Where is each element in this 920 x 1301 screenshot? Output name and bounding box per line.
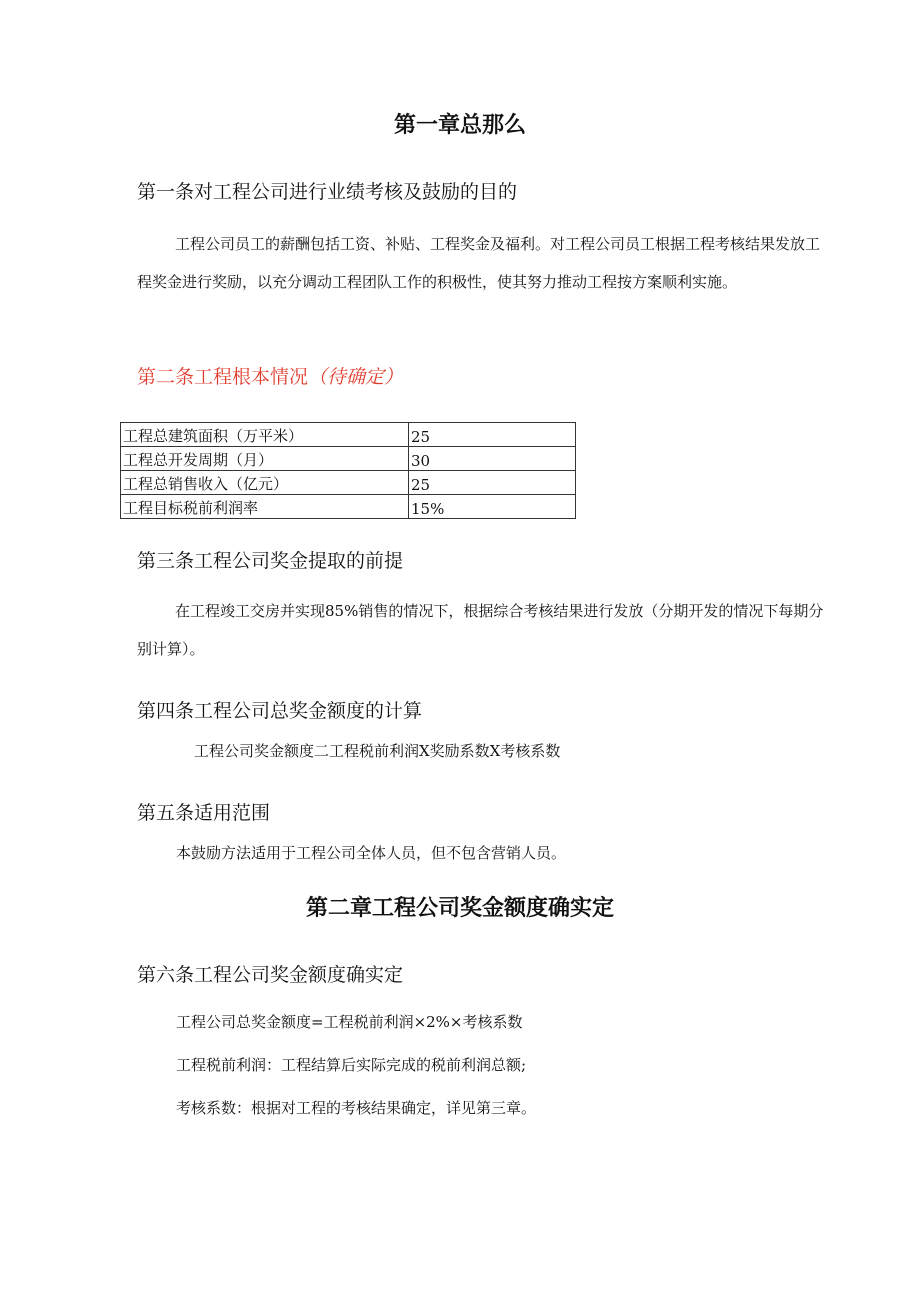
table-cell-value: 25	[409, 471, 576, 495]
article-4-formula: 工程公司奖金额度二工程税前利润X奖励系数X考核系数	[194, 742, 561, 760]
article-6-line-2: 工程税前利润：工程结算后实际完成的税前利润总额;	[176, 1056, 527, 1074]
article-5-title: 第五条适用范围	[137, 802, 271, 824]
table-cell-label: 工程总销售收入（亿元）	[121, 471, 409, 495]
chapter-2-title: 第二章工程公司奖金额度确实定	[305, 896, 614, 921]
article-1-body: 工程公司员工的薪酬包括工资、补贴、工程奖金及福利。对工程公司员工根据工程考核结果发放工程奖金进行奖励，以充分调动工程团队工作的积极性，使其努力推动工程按方案顺利实施。	[137, 235, 821, 291]
chapter-1-title: 第一章总那么	[393, 113, 526, 138]
table-row	[121, 495, 576, 519]
table-row	[121, 423, 576, 447]
article-6-line-3: 考核系数：根据对工程的考核结果确定，详见第三章。	[176, 1099, 537, 1117]
article-6-title: 第六条工程公司奖金额度确实定	[137, 964, 404, 986]
article-1-title: 第一条对工程公司进行业绩考核及鼓励的目的	[137, 181, 518, 203]
article-2-title	[137, 362, 403, 389]
article-3-title: 第三条工程公司奖金提取的前提	[137, 550, 404, 572]
table-cell-value: 15%	[409, 495, 576, 519]
table-row	[121, 471, 576, 495]
article-5-body: 本鼓励方法适用于工程公司全体人员，但不包含营销人员。	[176, 844, 567, 862]
article-3-body: 在工程竣工交房并实现85%销售的情况下，根据综合考核结果进行发放（分期开发的情况下每期分别计算）。	[137, 602, 824, 658]
article-6-line-1: 工程公司总奖金额度=工程税前利润×2%×考核系数	[176, 1013, 523, 1031]
article-2-title-text: 第二条工程根本情况	[137, 366, 309, 388]
article-2-note: （待确定）	[308, 366, 404, 388]
table-cell-label: 工程总建筑面积（万平米）	[121, 423, 409, 447]
project-info-table	[120, 422, 576, 519]
table-cell-value: 25	[409, 423, 576, 447]
article-4-title: 第四条工程公司总奖金额度的计算	[137, 700, 423, 722]
table-cell-label: 工程目标税前利润率	[121, 495, 409, 519]
table-cell-label: 工程总开发周期（月）	[121, 447, 409, 471]
table-row	[121, 447, 576, 471]
table-cell-value: 30	[409, 447, 576, 471]
